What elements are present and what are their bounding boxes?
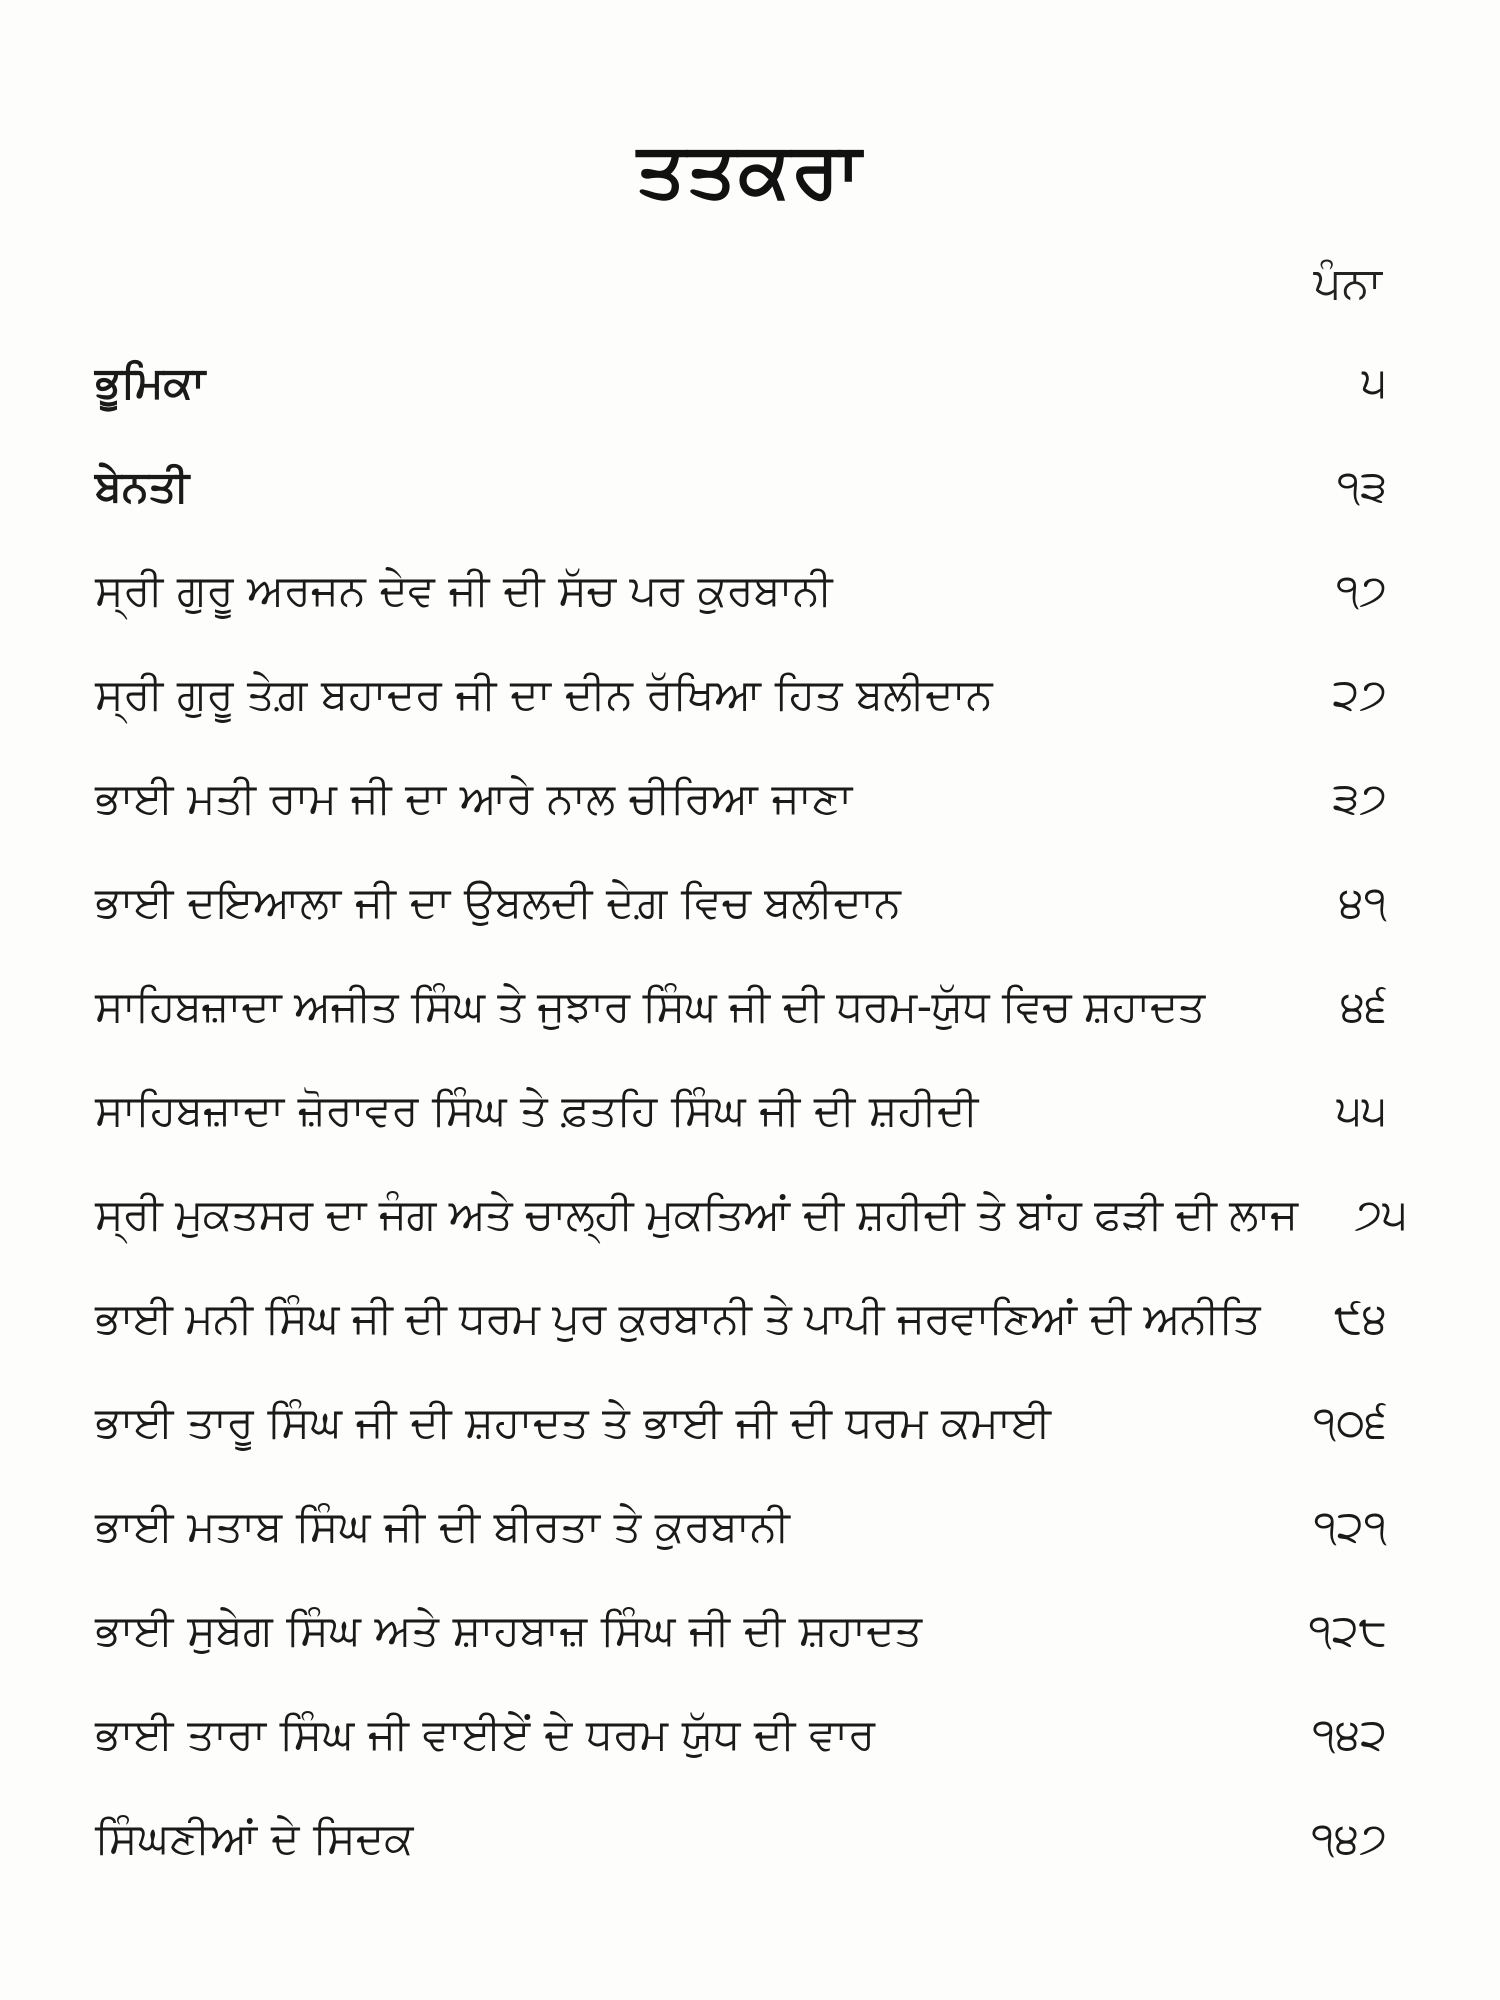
toc-entry — [95, 1086, 1387, 1194]
toc-entry — [95, 670, 1387, 778]
toc-entry — [95, 1606, 1387, 1714]
table-of-contents — [95, 358, 1408, 1922]
toc-entry — [95, 1814, 1387, 1922]
toc-entry-page: ੧੭ — [1335, 566, 1387, 616]
toc-entry-title: ਸਿੰਘਣੀਆਂ ਦੇ ਸਿਦਕ — [95, 1814, 414, 1864]
toc-entry — [95, 1398, 1387, 1506]
toc-entry-title: ਬੇਨਤੀ — [95, 462, 190, 512]
toc-entry — [95, 774, 1387, 882]
toc-entry — [95, 1190, 1408, 1298]
toc-entry-title: ਭਾਈ ਸੁਬੇਗ ਸਿੰਘ ਅਤੇ ਸ਼ਾਹਬਾਜ਼ ਸਿੰਘ ਜੀ ਦੀ ਸ਼ਹਾਦਤ — [95, 1606, 923, 1656]
toc-entry — [95, 982, 1387, 1090]
toc-entry-title: ਭਾਈ ਤਾਰਾ ਸਿੰਘ ਜੀ ਵਾਈਏਂ ਦੇ ਧਰਮ ਯੁੱਧ ਦੀ ਵਾਰ — [95, 1710, 876, 1760]
toc-entry-page: ੧੨੧ — [1313, 1502, 1387, 1552]
toc-entry — [95, 1294, 1387, 1402]
toc-entry-title: ਭਾਈ ਮਤਾਬ ਸਿੰਘ ਜੀ ਦੀ ਬੀਰਤਾ ਤੇ ਕੁਰਬਾਨੀ — [95, 1502, 790, 1552]
toc-entry-title: ਸ੍ਰੀ ਗੁਰੂ ਅਰਜਨ ਦੇਵ ਜੀ ਦੀ ਸੱਚ ਪਰ ਕੁਰਬਾਨੀ — [95, 566, 833, 616]
toc-entry — [95, 358, 1387, 466]
toc-entry-page: ੧੪੨ — [1312, 1710, 1387, 1760]
toc-entry-title: ਭਾਈ ਤਾਰੂ ਸਿੰਘ ਜੀ ਦੀ ਸ਼ਹਾਦਤ ਤੇ ਭਾਈ ਜੀ ਦੀ ਧਰਮ ਕਮਾਈ — [95, 1398, 1052, 1448]
toc-entry-page: ੯੪ — [1334, 1294, 1387, 1344]
toc-entry — [95, 462, 1387, 570]
page-column-header: ਪੰਨਾ — [1313, 258, 1382, 309]
toc-entry — [95, 878, 1387, 986]
toc-entry-title: ਸਾਹਿਬਜ਼ਾਦਾ ਅਜੀਤ ਸਿੰਘ ਤੇ ਜੁਝਾਰ ਸਿੰਘ ਜੀ ਦੀ ਧਰਮ-ਯੁੱਧ ਵਿਚ ਸ਼ਹਾਦਤ — [95, 982, 1205, 1032]
toc-entry-page: ੭੫ — [1354, 1190, 1408, 1240]
toc-entry — [95, 566, 1387, 674]
toc-entry — [95, 1710, 1387, 1818]
toc-entry-page: ੪੧ — [1338, 878, 1387, 928]
toc-entry-page: ੨੭ — [1332, 670, 1387, 720]
page-title: ਤਤਕਰਾ — [637, 125, 863, 214]
toc-entry-page: ੪੬ — [1340, 982, 1387, 1032]
toc-entry-title: ਭਾਈ ਮਨੀ ਸਿੰਘ ਜੀ ਦੀ ਧਰਮ ਪੁਰ ਕੁਰਬਾਨੀ ਤੇ ਪਾਪੀ ਜਰਵਾਣਿਆਂ ਦੀ ਅਨੀਤਿ — [95, 1294, 1260, 1344]
toc-entry-title: ਭਾਈ ਦਇਆਲਾ ਜੀ ਦਾ ਉਬਲਦੀ ਦੇਗ਼ ਵਿਚ ਬਲੀਦਾਨ — [95, 878, 901, 928]
toc-entry-page: ੩੭ — [1332, 774, 1387, 824]
toc-entry-page: ੫ — [1361, 358, 1387, 408]
toc-entry-page: ੫੫ — [1336, 1086, 1387, 1136]
toc-entry-title: ਸਾਹਿਬਜ਼ਾਦਾ ਜ਼ੋਰਾਵਰ ਸਿੰਘ ਤੇ ਫ਼ਤਹਿ ਸਿੰਘ ਜੀ ਦੀ ਸ਼ਹੀਦੀ — [95, 1086, 979, 1136]
toc-entry-page: ੧੩ — [1336, 462, 1387, 512]
toc-entry-page: ੧੦੬ — [1312, 1398, 1387, 1448]
toc-entry — [95, 1502, 1387, 1610]
toc-entry-title: ਭੂਮਿਕਾ — [95, 358, 206, 408]
toc-entry-title: ਭਾਈ ਮਤੀ ਰਾਮ ਜੀ ਦਾ ਆਰੇ ਨਾਲ ਚੀਰਿਆ ਜਾਣਾ — [95, 774, 853, 824]
toc-entry-title: ਸ੍ਰੀ ਗੁਰੂ ਤੇਗ਼ ਬਹਾਦਰ ਜੀ ਦਾ ਦੀਨ ਰੱਖਿਆ ਹਿਤ ਬਲੀਦਾਨ — [95, 670, 993, 720]
toc-entry-page: ੧੨੮ — [1308, 1606, 1387, 1656]
toc-entry-page: ੧੪੭ — [1311, 1814, 1387, 1864]
toc-entry-title: ਸ੍ਰੀ ਮੁਕਤਸਰ ਦਾ ਜੰਗ ਅਤੇ ਚਾਲ੍ਹੀ ਮੁਕਤਿਆਂ ਦੀ ਸ਼ਹੀਦੀ ਤੇ ਬਾਂਹ ਫੜੀ ਦੀ ਲਾਜ — [95, 1190, 1298, 1240]
